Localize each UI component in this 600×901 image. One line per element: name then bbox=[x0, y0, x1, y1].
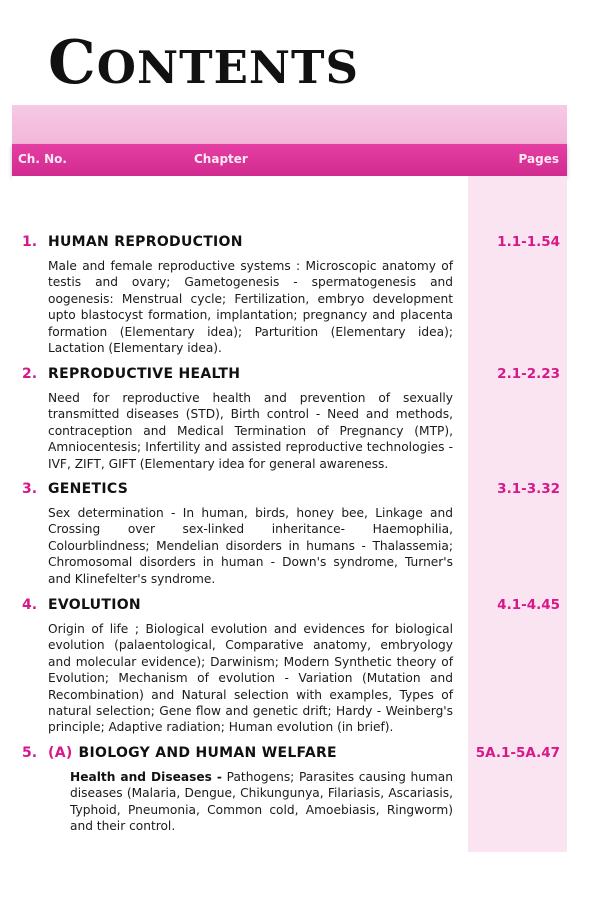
header-ch-no: Ch. No. bbox=[18, 152, 67, 166]
decorative-band bbox=[12, 105, 567, 145]
chapter-pages: 3.1-3.32 bbox=[497, 481, 560, 497]
chapter-pages: 2.1-2.23 bbox=[497, 366, 560, 382]
chapter-description bbox=[70, 769, 453, 835]
chapter-number: 4. bbox=[22, 597, 38, 613]
chapter-pages: 4.1-4.45 bbox=[497, 597, 560, 613]
description-lead: Health and Diseases - bbox=[70, 770, 222, 784]
chapter-number: 5. bbox=[22, 745, 38, 761]
chapter-pages: 5A.1-5A.47 bbox=[475, 745, 560, 761]
chapter-number: 2. bbox=[22, 366, 38, 382]
chapter-title: HUMAN REPRODUCTION bbox=[48, 234, 243, 250]
header-chapter: Chapter bbox=[194, 152, 248, 166]
chapter-number: 1. bbox=[22, 234, 38, 250]
chapter-title: EVOLUTION bbox=[48, 597, 141, 613]
chapter-sub-label: (A) bbox=[48, 745, 73, 761]
description-text: Pathogens; Parasites causing human diseases (Malaria, Dengue, Chikungunya, Filariasis, Ascariasis, Typhoid, Pneumonia, Common cold, Amoebiasis, Ringworm) and their control. bbox=[70, 770, 453, 834]
chapter-number: 3. bbox=[22, 481, 38, 497]
chapter-title: REPRODUCTIVE HEALTH bbox=[48, 366, 241, 382]
chapter-description: Need for reproductive health and prevention of sexually transmitted diseases (STD), Birth control - Need and methods, contraception and Medical Termination of Pregnancy (MTP), Amniocentesis; Infertility and assisted reproductive technologies - IVF, ZIFT, GIFT (Elementary idea for general awareness. bbox=[48, 391, 453, 471]
chapter-title bbox=[48, 745, 337, 761]
page-title bbox=[48, 28, 359, 98]
title-first-letter: C bbox=[48, 28, 97, 98]
title-rest: ONTENTS bbox=[96, 41, 359, 94]
chapter-pages: 1.1-1.54 bbox=[497, 234, 560, 250]
chapter-description: Origin of life ; Biological evolution and evidences for biological evolution (palaentological, Comparative anatomy, embryology and molecular evidence); Darwinism; Modern Synthetic theory of Evolution; Mechanism of evolution - Variation (Mutation and Recombination) and Natural selection with examples, Types of natural selection; Gene flow and genetic drift; Hardy - Weinberg's principle; Adaptive radiation; Human evolution (in brief). bbox=[48, 622, 453, 735]
chapter-description: Sex determination - In human, birds, honey bee, Linkage and Crossing over sex-linked inheritance- Haemophilia, Colourblindness; Mendelian disorders in humans - Thalassemia; Chromosomal disorders in human - Down's syndrome, Turner's and Klinefelter's syndrome. bbox=[48, 506, 453, 586]
header-pages: Pages bbox=[518, 152, 559, 166]
chapter-title: GENETICS bbox=[48, 481, 129, 497]
chapter-description: Male and female reproductive systems : Microscopic anatomy of testis and ovary; Gametogenesis - spermatogenesis and oogenesis: Menstrual cycle; Fertilization, embryo development upto blastocyst formation, implantation; pregnancy and placenta formation (Elementary idea); Parturition (Elementary idea); Lactation (Elementary idea). bbox=[48, 259, 453, 356]
chapter-title-text: BIOLOGY AND HUMAN WELFARE bbox=[78, 745, 337, 761]
table-header bbox=[12, 144, 567, 176]
